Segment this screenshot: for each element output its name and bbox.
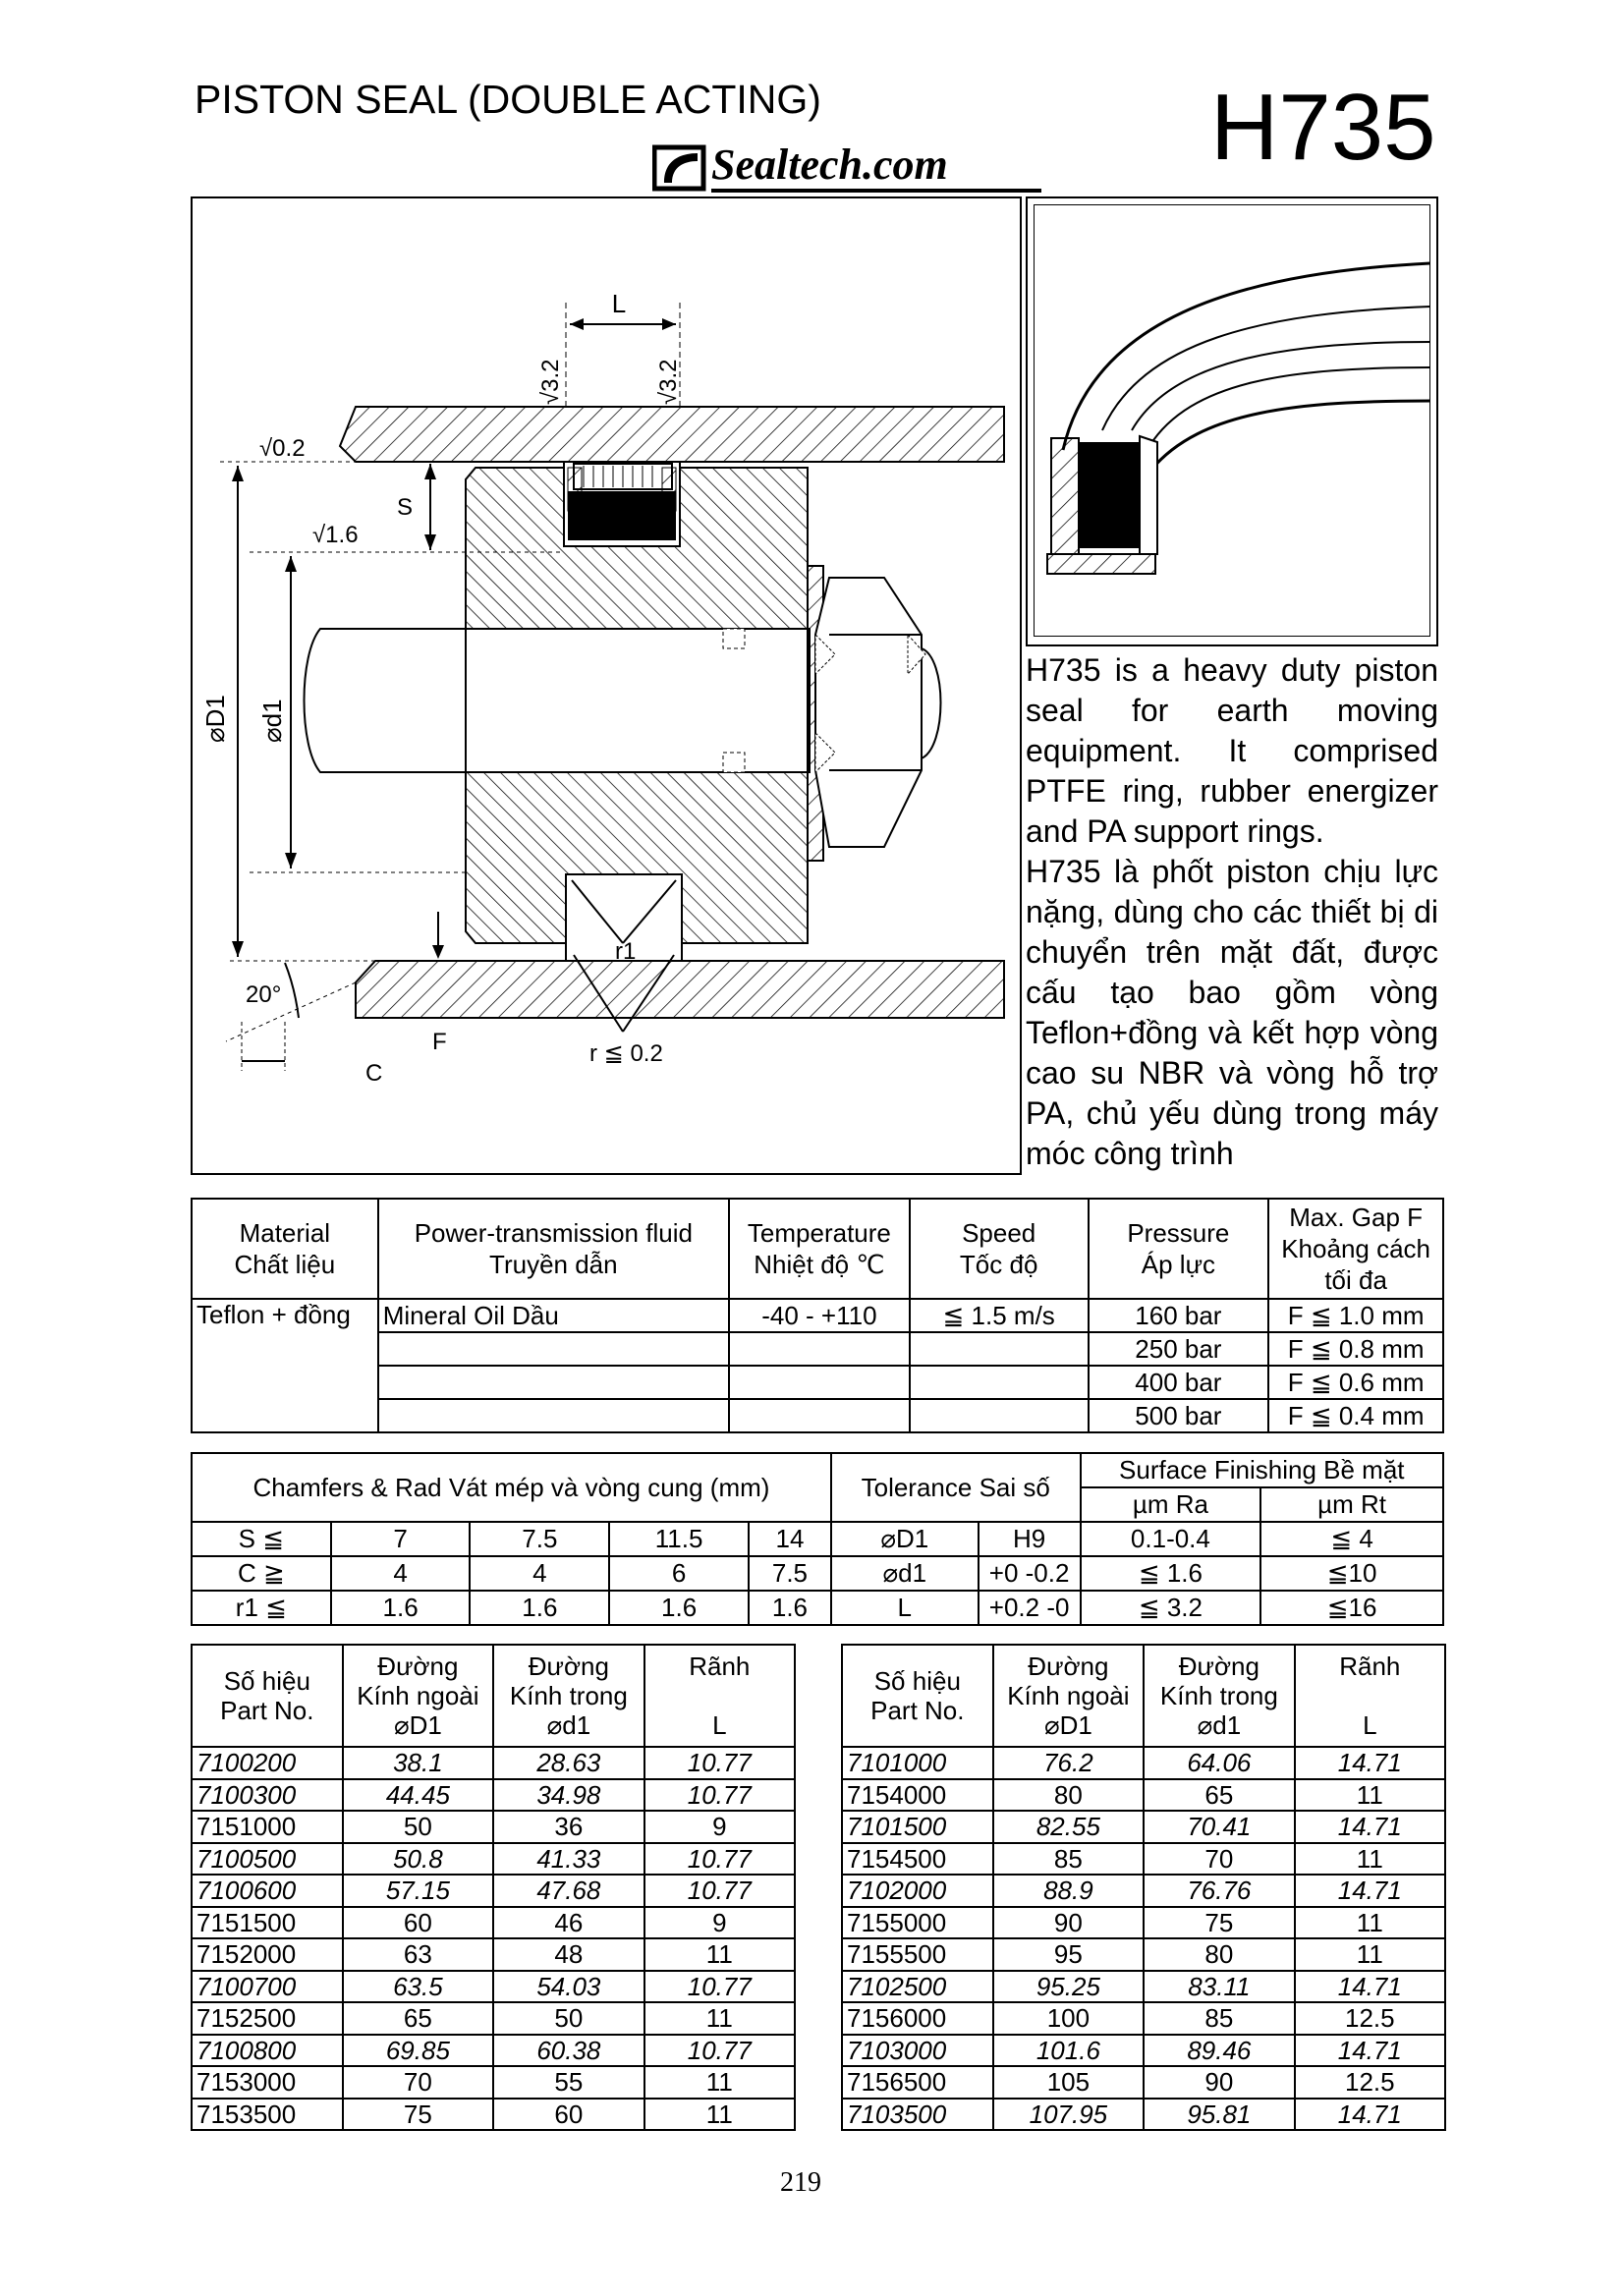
- table-row: [842, 2002, 1445, 2035]
- part-number-cell: 7100600: [192, 1875, 343, 1907]
- temperature-value: -40 - +110: [729, 1299, 910, 1332]
- part-number-cell: 7103000: [842, 2035, 993, 2067]
- table-row: [192, 1843, 795, 1876]
- inner-diameter-cell: 83.11: [1144, 1971, 1294, 2003]
- inner-diameter-cell: 28.63: [493, 1747, 644, 1779]
- inner-diameter-cell: 65: [1144, 1779, 1294, 1812]
- empty-cell: [378, 1332, 729, 1366]
- table-row: [192, 1971, 795, 2003]
- iso-energizer: [1079, 442, 1140, 548]
- empty-cell: [729, 1366, 910, 1399]
- outer-diameter-cell: 63: [343, 1938, 493, 1971]
- part-number-cell: 7153000: [192, 2066, 343, 2099]
- table-row: [842, 1907, 1445, 1939]
- table-row: [192, 2066, 795, 2099]
- groove-width-cell: 10.77: [644, 1875, 795, 1907]
- groove-width-cell: 11: [1295, 1779, 1445, 1812]
- gap-value: F ≦ 0.6 mm: [1268, 1366, 1443, 1399]
- outer-diameter-cell: 65: [343, 2002, 493, 2035]
- groove-width-cell: 11: [644, 1938, 795, 1971]
- gap-value: F ≦ 1.0 mm: [1268, 1299, 1443, 1332]
- empty-cell: [729, 1332, 910, 1366]
- dim-S-label: S: [397, 494, 414, 521]
- pressure-value: 400 bar: [1089, 1366, 1269, 1399]
- iso-support-ring: [1051, 438, 1079, 554]
- gap-value: F ≦ 0.8 mm: [1268, 1332, 1443, 1366]
- pressure-value: 160 bar: [1089, 1299, 1269, 1332]
- table-row: [842, 1811, 1445, 1843]
- tolerance-value: +0.2 -0: [979, 1591, 1081, 1625]
- support-ring-right: [662, 468, 676, 511]
- chamfer-value: 11.5: [609, 1522, 749, 1556]
- header-groove: Rãnh L: [644, 1645, 795, 1747]
- page-number: 219: [780, 2167, 821, 2198]
- dim-r1-label: r1: [615, 938, 637, 965]
- empty-cell: [729, 1399, 910, 1432]
- table-row: [192, 1938, 795, 1971]
- inner-diameter-cell: 41.33: [493, 1843, 644, 1876]
- o-ring-bottom: [723, 753, 745, 772]
- inner-diameter-cell: 89.46: [1144, 2035, 1294, 2067]
- header-part-no: Số hiệu Part No.: [842, 1645, 993, 1747]
- dim-C-label: C: [365, 1060, 383, 1087]
- groove-width-cell: 11: [1295, 1907, 1445, 1939]
- rubber-energizer: [568, 491, 676, 540]
- ra-value: ≦ 1.6: [1081, 1556, 1261, 1591]
- outer-diameter-cell: 63.5: [343, 1971, 493, 2003]
- table-row: [192, 2002, 795, 2035]
- table-row: [192, 1747, 795, 1779]
- material-value: Teflon + đồng: [192, 1299, 378, 1432]
- header-pressure: Pressure Áp lực: [1089, 1199, 1269, 1299]
- header-inner-diameter: Đường Kính trong ⌀d1: [1144, 1645, 1294, 1747]
- product-description: [1026, 650, 1438, 1174]
- chamfer-value: 1.6: [331, 1591, 471, 1625]
- dim-F-label: F: [432, 1029, 447, 1055]
- support-ring-left: [568, 468, 582, 511]
- row-label: r1 ≦: [192, 1591, 331, 1625]
- outer-diameter-cell: 50.8: [343, 1843, 493, 1876]
- groove-width-cell: 11: [644, 2066, 795, 2099]
- empty-cell: [378, 1399, 729, 1432]
- ra-value: 0.1-0.4: [1081, 1522, 1261, 1556]
- inner-diameter-cell: 90: [1144, 2066, 1294, 2099]
- outer-diameter-cell: 101.6: [993, 2035, 1144, 2067]
- pressure-value: 500 bar: [1089, 1399, 1269, 1432]
- part-number-cell: 7152000: [192, 1938, 343, 1971]
- inner-diameter-cell: 48: [493, 1938, 644, 1971]
- groove-width-cell: 9: [644, 1811, 795, 1843]
- groove-width-cell: 11: [644, 2099, 795, 2131]
- outer-diameter-cell: 75: [343, 2099, 493, 2131]
- groove-width-cell: 10.77: [644, 1843, 795, 1876]
- header-groove: Rãnh L: [1295, 1645, 1445, 1747]
- outer-diameter-cell: 70: [343, 2066, 493, 2099]
- outer-diameter-cell: 88.9: [993, 1875, 1144, 1907]
- inner-diameter-cell: 75: [1144, 1907, 1294, 1939]
- groove-width-cell: 14.71: [1295, 1747, 1445, 1779]
- groove-width-cell: 11: [644, 2002, 795, 2035]
- table-row: [192, 1907, 795, 1939]
- tolerance-name: L: [831, 1591, 979, 1625]
- inner-diameter-cell: 95.81: [1144, 2099, 1294, 2131]
- roughness-label-rod: √1.6: [312, 522, 359, 548]
- table-row: [842, 1843, 1445, 1876]
- outer-diameter-cell: 85: [993, 1843, 1144, 1876]
- empty-cell: [378, 1366, 729, 1399]
- cylinder-wall-bottom: [356, 961, 1004, 1018]
- inner-diameter-cell: 60.38: [493, 2035, 644, 2067]
- groove-width-cell: 11: [1295, 1843, 1445, 1876]
- header-rt: µm Rt: [1260, 1487, 1443, 1522]
- table-row: [842, 1875, 1445, 1907]
- groove-width-cell: 14.71: [1295, 1971, 1445, 2003]
- part-number-cell: 7100500: [192, 1843, 343, 1876]
- part-number-cell: 7101000: [842, 1747, 993, 1779]
- chamfer-angle-label: 20°: [246, 981, 282, 1008]
- outer-diameter-cell: 95: [993, 1938, 1144, 1971]
- table-row: [192, 1875, 795, 1907]
- outer-diameter-cell: 105: [993, 2066, 1144, 2099]
- speed-value: ≦ 1.5 m/s: [910, 1299, 1089, 1332]
- inner-diameter-cell: 34.98: [493, 1779, 644, 1812]
- header-ra: µm Ra: [1081, 1487, 1261, 1522]
- part-number-cell: 7156500: [842, 2066, 993, 2099]
- roughness-label-left: √3.2: [537, 359, 564, 405]
- header-chamfers: Chamfers & Rad Vát mép và vòng cung (mm): [192, 1453, 831, 1522]
- inner-diameter-cell: 80: [1144, 1938, 1294, 1971]
- groove-width-cell: 14.71: [1295, 2099, 1445, 2131]
- outer-diameter-cell: 44.45: [343, 1779, 493, 1812]
- inner-diameter-cell: 36: [493, 1811, 644, 1843]
- groove-width-cell: 12.5: [1295, 2002, 1445, 2035]
- header-temperature: Temperature Nhiệt độ ℃: [729, 1199, 910, 1299]
- gap-value: F ≦ 0.4 mm: [1268, 1399, 1443, 1432]
- tolerance-name: ⌀d1: [831, 1556, 979, 1591]
- outer-diameter-cell: 50: [343, 1811, 493, 1843]
- groove-width-cell: 10.77: [644, 1971, 795, 2003]
- groove-width-cell: 10.77: [644, 2035, 795, 2067]
- rt-value: ≦16: [1260, 1591, 1443, 1625]
- table-row: [842, 1747, 1445, 1779]
- inner-diameter-cell: 47.68: [493, 1875, 644, 1907]
- cross-section-drawing: [191, 196, 1022, 1175]
- header-surface-finishing: Surface Finishing Bề mặt: [1081, 1453, 1443, 1487]
- o-ring-top: [723, 629, 745, 648]
- chamfer-value: 7.5: [470, 1522, 609, 1556]
- part-number-cell: 7102500: [842, 1971, 993, 2003]
- table-row: [842, 1779, 1445, 1812]
- chamfer-value: 14: [749, 1522, 831, 1556]
- chamfer-value: 4: [331, 1556, 471, 1591]
- part-number-cell: 7155500: [842, 1938, 993, 1971]
- ra-value: ≦ 3.2: [1081, 1591, 1261, 1625]
- table-row: [842, 1938, 1445, 1971]
- part-number-cell: 7103500: [842, 2099, 993, 2131]
- inner-diameter-cell: 60: [493, 2099, 644, 2131]
- header-outer-diameter: Đường Kính ngoài ⌀D1: [343, 1645, 493, 1747]
- groove-width-cell: 14.71: [1295, 1811, 1445, 1843]
- part-number-cell: 7100700: [192, 1971, 343, 2003]
- groove-width-cell: 14.71: [1295, 2035, 1445, 2067]
- groove-width-cell: 12.5: [1295, 2066, 1445, 2099]
- dim-L-label: L: [611, 289, 627, 318]
- dim-D1-label: ⌀D1: [200, 695, 230, 743]
- sealtech-logo: [652, 140, 948, 193]
- roughness-label-bore: √0.2: [259, 435, 306, 462]
- part-number-cell: 7155000: [842, 1907, 993, 1939]
- part-number-cell: 7151500: [192, 1907, 343, 1939]
- dim-r-label: r ≦ 0.2: [589, 1040, 663, 1067]
- inner-diameter-cell: 55: [493, 2066, 644, 2099]
- page-title: PISTON SEAL (DOUBLE ACTING): [195, 77, 821, 122]
- outer-diameter-cell: 90: [993, 1907, 1144, 1939]
- piston-rod: [466, 629, 810, 772]
- header-outer-diameter: Đường Kính ngoài ⌀D1: [993, 1645, 1144, 1747]
- groove-width-cell: 14.71: [1295, 1875, 1445, 1907]
- logo-mark-icon: [652, 143, 707, 193]
- fluid-value: Mineral Oil Dầu: [378, 1299, 729, 1332]
- outer-diameter-cell: 95.25: [993, 1971, 1144, 2003]
- description-vietnamese: H735 là phốt piston chịu lực nặng, dùng cho các thiết bị di chuyển trên mặt đất, được cấu tạo bao gồm vòng Teflon+đồng và kết hợp vòng cao su NBR và vòng hỗ trợ PA, chủ yếu dùng trong máy móc công trình: [1026, 854, 1438, 1171]
- chamfer-value: 1.6: [609, 1591, 749, 1625]
- outer-diameter-cell: 38.1: [343, 1747, 493, 1779]
- table-row: [192, 1811, 795, 1843]
- chamfer-value: 1.6: [470, 1591, 609, 1625]
- header-inner-diameter: Đường Kính trong ⌀d1: [493, 1645, 644, 1747]
- outer-diameter-cell: 57.15: [343, 1875, 493, 1907]
- iso-ptfe-ring: [1140, 436, 1157, 554]
- part-number-cell: 7154000: [842, 1779, 993, 1812]
- table-row: [842, 1971, 1445, 2003]
- inner-diameter-cell: 70.41: [1144, 1811, 1294, 1843]
- table-row: [192, 1779, 795, 1812]
- roughness-label-right: √3.2: [655, 359, 682, 405]
- inner-diameter-cell: 76.76: [1144, 1875, 1294, 1907]
- empty-cell: [910, 1399, 1089, 1432]
- cylinder-wall-top: [340, 407, 1004, 462]
- empty-cell: [910, 1366, 1089, 1399]
- part-number-cell: 7100300: [192, 1779, 343, 1812]
- rt-value: ≦10: [1260, 1556, 1443, 1591]
- part-number-cell: 7100800: [192, 2035, 343, 2067]
- product-code: H735: [1210, 75, 1436, 180]
- groove-width-cell: 10.77: [644, 1779, 795, 1812]
- outer-diameter-cell: 76.2: [993, 1747, 1144, 1779]
- pressure-value: 250 bar: [1089, 1332, 1269, 1366]
- chamfer-value: 4: [470, 1556, 609, 1591]
- chamfer-value: 7: [331, 1522, 471, 1556]
- chamfer-value: 1.6: [749, 1591, 831, 1625]
- dim-d1-label: ⌀d1: [257, 699, 287, 743]
- chamfer-value: 7.5: [749, 1556, 831, 1591]
- table-row: [842, 2066, 1445, 2099]
- table-row: [842, 2035, 1445, 2067]
- groove-width-cell: 11: [1295, 1938, 1445, 1971]
- part-number-cell: 7100200: [192, 1747, 343, 1779]
- outer-diameter-cell: 82.55: [993, 1811, 1144, 1843]
- outer-diameter-cell: 100: [993, 2002, 1144, 2035]
- inner-diameter-cell: 85: [1144, 2002, 1294, 2035]
- tolerance-value: +0 -0.2: [979, 1556, 1081, 1591]
- table-row: [842, 2099, 1445, 2131]
- table-row: [192, 2099, 795, 2131]
- parts-table-right: [841, 1644, 1446, 2131]
- outer-diameter-cell: 80: [993, 1779, 1144, 1812]
- tolerance-value: H9: [979, 1522, 1081, 1556]
- logo-underline: [711, 189, 1041, 193]
- part-number-cell: 7156000: [842, 2002, 993, 2035]
- part-number-cell: 7101500: [842, 1811, 993, 1843]
- rt-value: ≦ 4: [1260, 1522, 1443, 1556]
- operating-conditions-table: [191, 1198, 1444, 1433]
- outer-diameter-cell: 107.95: [993, 2099, 1144, 2131]
- inner-diameter-cell: 46: [493, 1907, 644, 1939]
- part-number-cell: 7151000: [192, 1811, 343, 1843]
- header-tolerance: Tolerance Sai số: [831, 1453, 1081, 1522]
- logo-text: Sealtech.com: [711, 140, 948, 189]
- inner-diameter-cell: 54.03: [493, 1971, 644, 2003]
- part-number-cell: 7153500: [192, 2099, 343, 2131]
- part-number-cell: 7102000: [842, 1875, 993, 1907]
- inner-diameter-cell: 64.06: [1144, 1747, 1294, 1779]
- outer-diameter-cell: 69.85: [343, 2035, 493, 2067]
- description-english: H735 is a heavy duty piston seal for earth moving equipment. It comprised PTFE ring, rubber energizer and PA support rings.: [1026, 652, 1438, 849]
- outer-diameter-cell: 60: [343, 1907, 493, 1939]
- inner-diameter-cell: 70: [1144, 1843, 1294, 1876]
- part-number-cell: 7152500: [192, 2002, 343, 2035]
- header-max-gap: Max. Gap F Khoảng cách tối đa: [1268, 1199, 1443, 1299]
- header-speed: Speed Tốc độ: [910, 1199, 1089, 1299]
- tolerance-name: ⌀D1: [831, 1522, 979, 1556]
- parts-table-left: [191, 1644, 796, 2131]
- row-label: C ≧: [192, 1556, 331, 1591]
- header-material: Material Chất liệu: [192, 1199, 378, 1299]
- table-row: [192, 2035, 795, 2067]
- rod-end: [305, 629, 467, 772]
- chamfer-value: 6: [609, 1556, 749, 1591]
- empty-cell: [910, 1332, 1089, 1366]
- row-label: S ≦: [192, 1522, 331, 1556]
- header-part-no: Số hiệu Part No.: [192, 1645, 343, 1747]
- part-number-cell: 7154500: [842, 1843, 993, 1876]
- header-fluid: Power-transmission fluid Truyền dẫn: [378, 1199, 729, 1299]
- nut: [815, 578, 922, 847]
- groove-width-cell: 10.77: [644, 1747, 795, 1779]
- seal-isometric-view: [1034, 204, 1430, 637]
- groove-width-cell: 9: [644, 1907, 795, 1939]
- inner-diameter-cell: 50: [493, 2002, 644, 2035]
- chamfer-tolerance-table: [191, 1452, 1444, 1626]
